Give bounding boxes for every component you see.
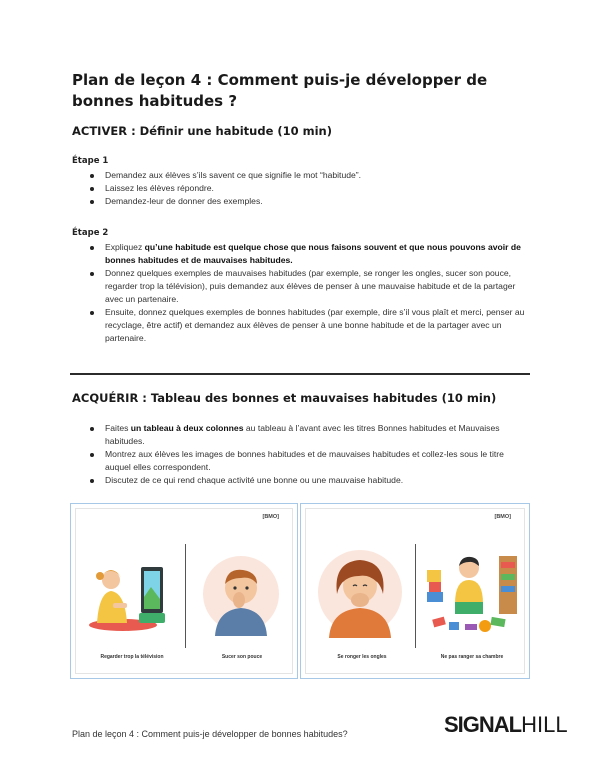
card-tag: [BMO] xyxy=(494,514,511,520)
card-tag: [BMO] xyxy=(262,514,279,520)
messy-room-illustration xyxy=(425,548,521,638)
step-1-list xyxy=(86,169,526,208)
acquerir-list xyxy=(86,422,526,487)
list-item: Demandez-leur de donner des exemples. xyxy=(86,195,526,208)
footer-text: Plan de leçon 4 : Comment puis-je développer de bonnes habitudes? xyxy=(72,729,348,739)
acquerir-heading: ACQUÉRIR : Tableau des bonnes et mauvaises habitudes (10 min) xyxy=(72,391,497,405)
card-caption: Se ronger les ongles xyxy=(337,654,387,660)
list-item xyxy=(86,422,526,448)
list-item: Demandez aux élèves s’ils savent ce que signifie le mot “habitude”. xyxy=(86,169,526,182)
thumb-sucking-illustration xyxy=(199,552,283,636)
signalhill-logo xyxy=(444,712,568,738)
item-text: Faites xyxy=(105,423,131,433)
item-text: au tableau à l’avant avec les titres Bonnes habitudes et Mauvaises habitudes. xyxy=(105,423,500,446)
section-divider xyxy=(70,373,530,375)
list-item: Laissez les élèves répondre. xyxy=(86,182,526,195)
step-2-list xyxy=(86,241,526,345)
card-divider xyxy=(415,544,416,648)
card-caption: Sucer son pouce xyxy=(221,654,263,660)
nail-biting-illustration xyxy=(315,546,405,640)
list-item: Discutez de ce qui rend chaque activité une bonne ou une mauvaise habitude. xyxy=(86,474,526,487)
card-divider xyxy=(185,544,186,648)
logo-thin: HILL xyxy=(521,712,568,737)
habit-card-2 xyxy=(300,503,530,679)
page-title: Plan de leçon 4 : Comment puis-je développer de bonnes habitudes ? xyxy=(72,71,488,110)
activer-heading: ACTIVER : Définir une habitude (10 min) xyxy=(72,124,333,138)
list-item: Montrez aux élèves les images de bonnes habitudes et de mauvaises habitudes et collez-les sous le titre auquel elles correspondent. xyxy=(86,448,526,474)
logo-bold: SIGNAL xyxy=(444,712,522,737)
item-bold-text: qu’une habitude est quelque chose que nous faisons souvent et que nous pouvons avoir de bonnes habitudes et de mauvaises habitudes. xyxy=(105,242,521,265)
list-item xyxy=(86,241,526,267)
step-1-label: Étape 1 xyxy=(72,156,109,166)
card-caption: Ne pas ranger sa chambre xyxy=(440,654,504,660)
list-item: Donnez quelques exemples de mauvaises habitudes (par exemple, se ronger les ongles, sucer son pouce, regarder trop la télévision), puis demandez aux élèves de penser à une mauvaise habitude et de la partager avec un partenaire. xyxy=(86,267,526,306)
step-2-label: Étape 2 xyxy=(72,228,109,238)
card-caption: Regarder trop la télévision xyxy=(100,654,164,660)
tv-child-illustration xyxy=(83,549,183,639)
item-text: Expliquez xyxy=(105,242,145,252)
habit-card-1 xyxy=(70,503,298,679)
item-bold-text: un tableau à deux colonnes xyxy=(130,423,244,433)
list-item: Ensuite, donnez quelques exemples de bonnes habitudes (par exemple, dire s’il vous plaît et merci, penser au recyclage, être actif) et demandez aux élèves de penser à une bonne habitude et de la partager avec un partenaire. xyxy=(86,306,526,345)
